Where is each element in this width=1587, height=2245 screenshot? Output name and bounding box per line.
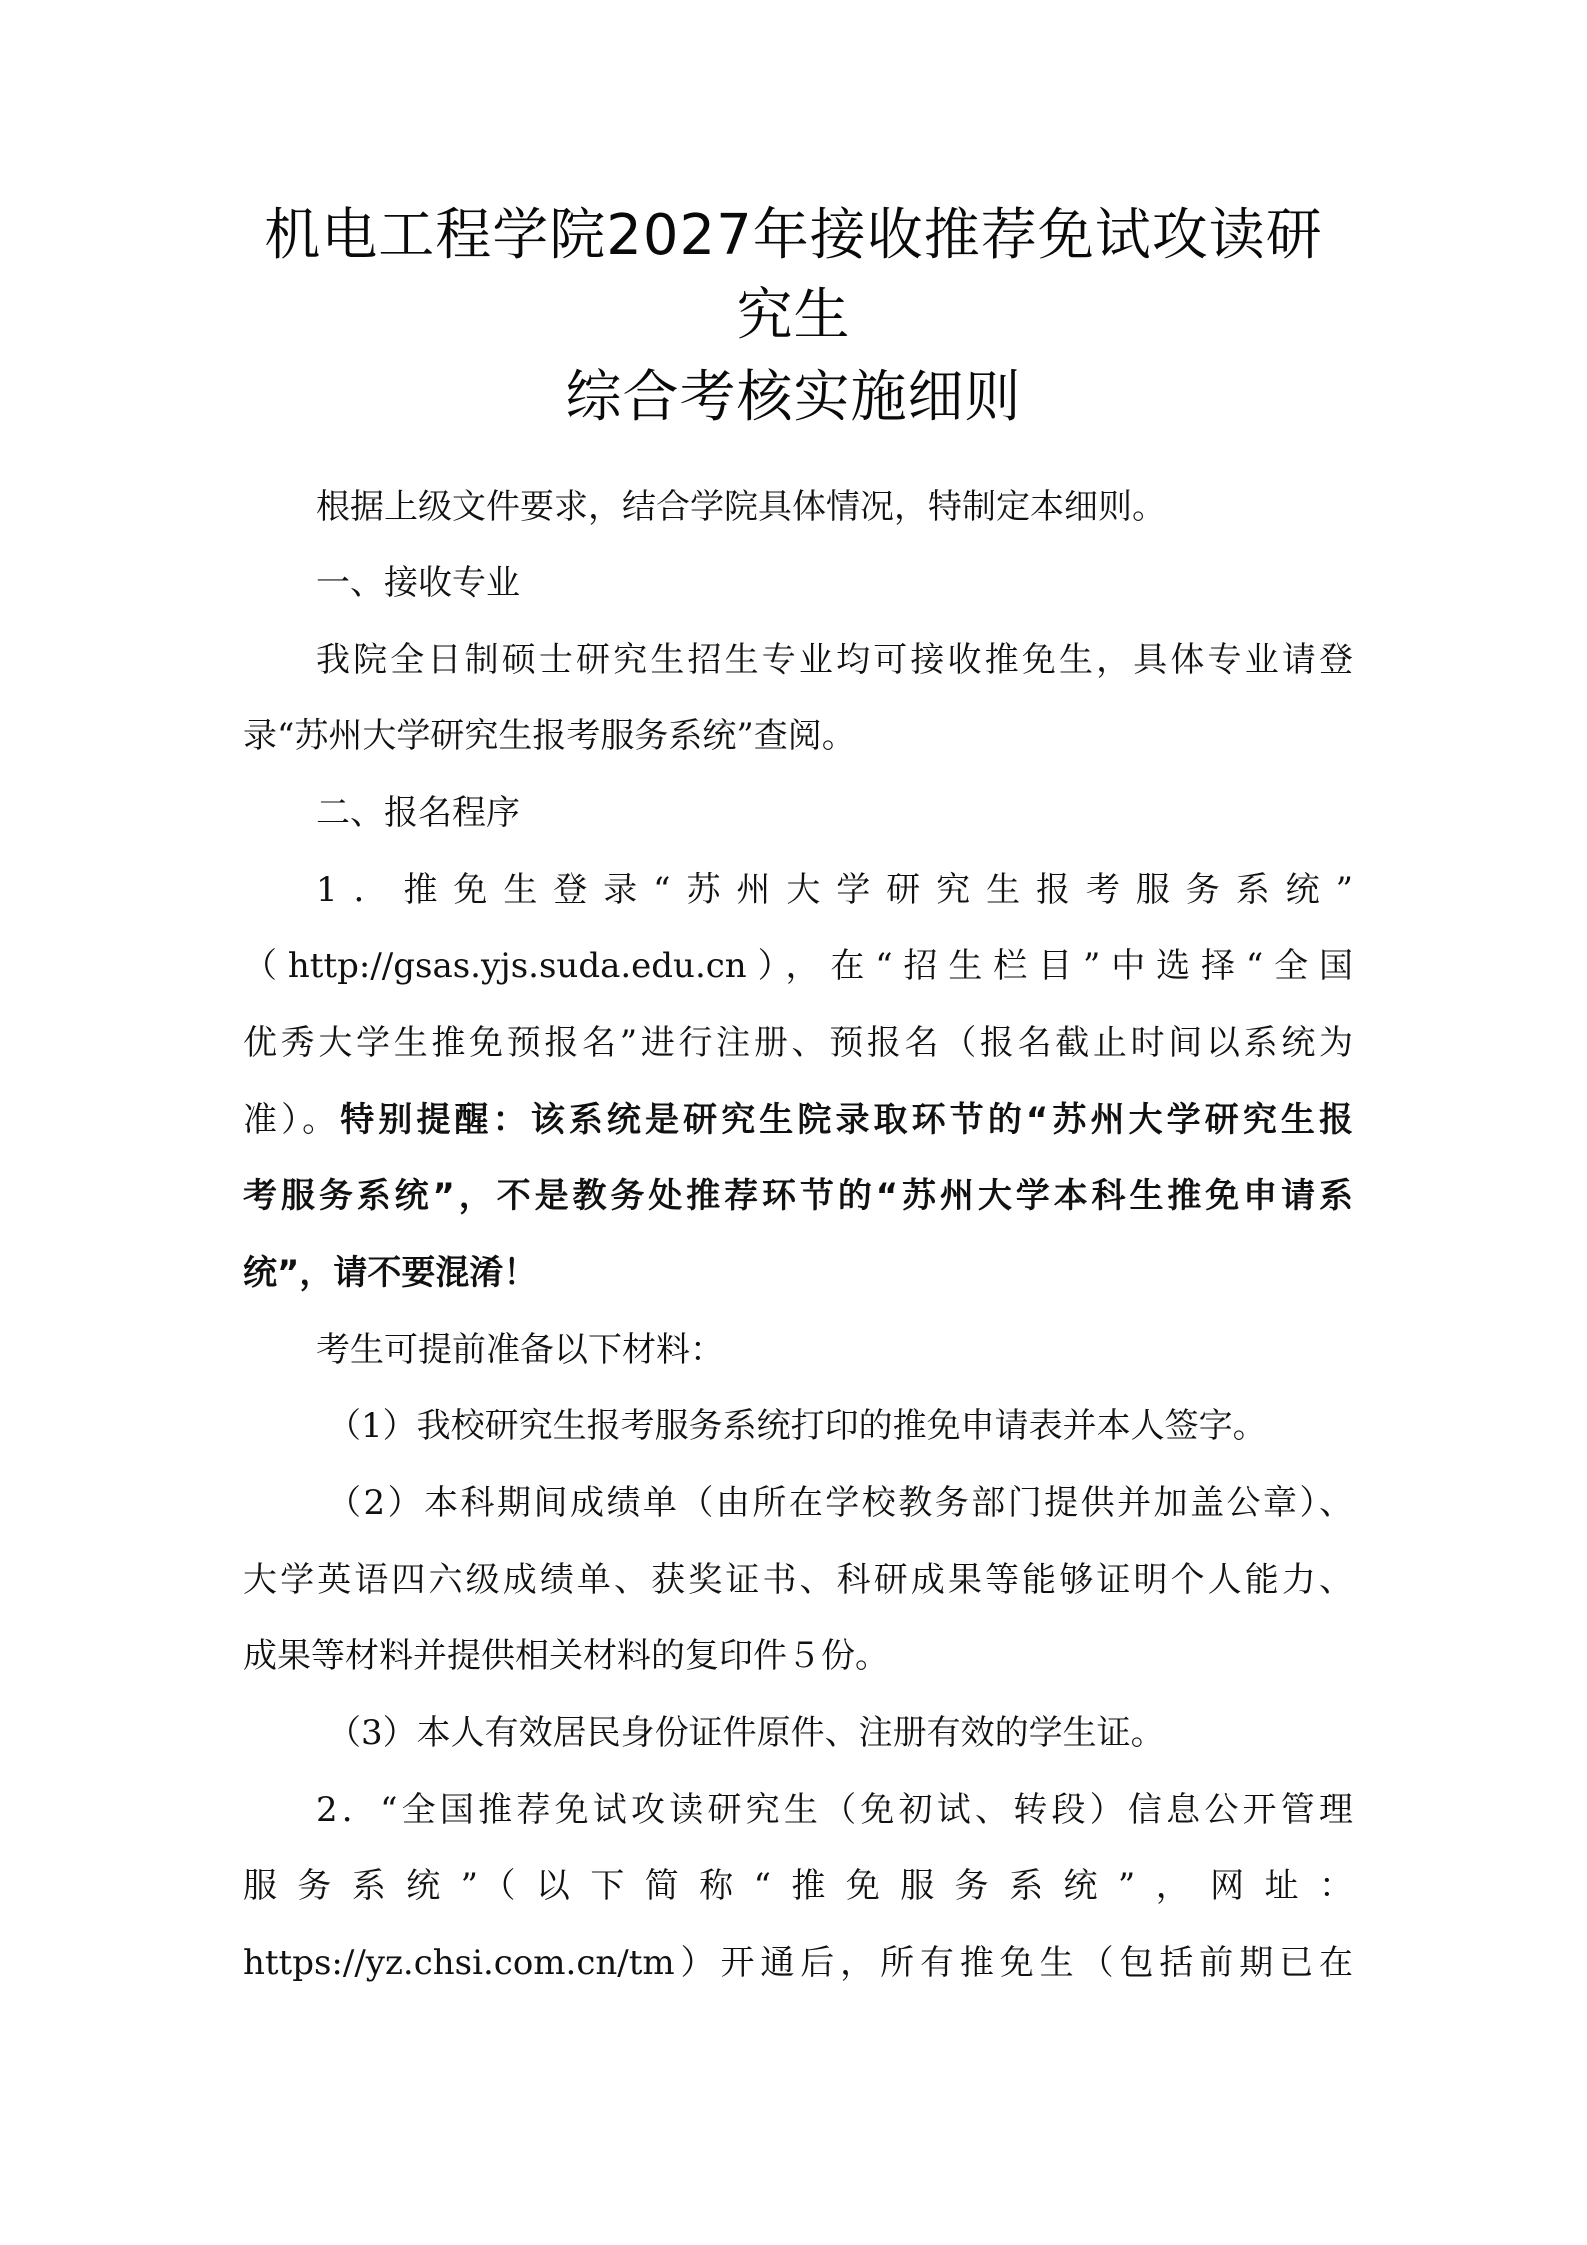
item1-line-3: 优秀大学生推免预报名”进行注册、预报名（报名截止时间以系统为 (243, 1023, 1353, 1063)
section-heading-2: 二、报名程序 (316, 793, 520, 833)
item1-line-2: （http://gsas.yjs.suda.edu.cn），在“招生栏目”中选择“全国 (243, 946, 1353, 986)
section1-line-2: 录“苏州大学研究生报考服务系统”查阅。 (243, 716, 856, 756)
material-item-3: （3）本人有效居民身份证件原件、注册有效的学生证。 (327, 1713, 1165, 1753)
section1-line-1: 我院全日制硕士研究生招生专业均可接收推免生，具体专业请登 (316, 640, 1353, 680)
material-item-2-line-1: （2）本科期间成绩单（由所在学校教务部门提供并加盖公章）、 (327, 1483, 1353, 1523)
item1-line-1: 1．推免生登录“苏州大学研究生报考服务系统” (316, 870, 1353, 910)
intro-paragraph: 根据上级文件要求，结合学院具体情况，特制定本细则。 (316, 487, 1166, 527)
item1-line-4 (243, 1090, 1353, 1150)
special-reminder: 特别提醒：该系统是研究生院录取环节的“苏州大学研究生报 (340, 1100, 1354, 1140)
item2-line-1: 2．“全国推荐免试攻读研究生（免初试、转段）信息公开管理 (316, 1790, 1353, 1830)
material-item-2-line-2: 大学英语四六级成绩单、获奖证书、科研成果等能够证明个人能力、 (243, 1560, 1353, 1600)
document-title-line-2: 究生 (736, 283, 851, 348)
material-item-2-line-3: 成果等材料并提供相关材料的复印件５份。 (243, 1636, 889, 1676)
section-heading-1: 一、接收专业 (316, 563, 520, 603)
document-title-line-3: 综合考核实施细则 (565, 365, 1022, 430)
material-item-1: （1）我校研究生报考服务系统打印的推免申请表并本人签字。 (327, 1406, 1267, 1446)
item1-bold-line-2: 统”，请不要混淆！ (243, 1253, 538, 1293)
item2-line-2: 服务系统”（以下简称“推免服务系统”，网址： (243, 1866, 1353, 1906)
materials-intro: 考生可提前准备以下材料： (316, 1330, 724, 1370)
item1-line-4-normal: 准）。 (243, 1100, 341, 1140)
item2-line-3: https://yz.chsi.com.cn/tm）开通后，所有推免生（包括前期已在 (243, 1943, 1353, 1983)
document-title-line-1: 机电工程学院2027年接收推荐免试攻读研 (264, 203, 1323, 268)
item1-bold-line-1: 考服务系统”，不是教务处推荐环节的“苏州大学本科生推免申请系 (243, 1176, 1353, 1216)
